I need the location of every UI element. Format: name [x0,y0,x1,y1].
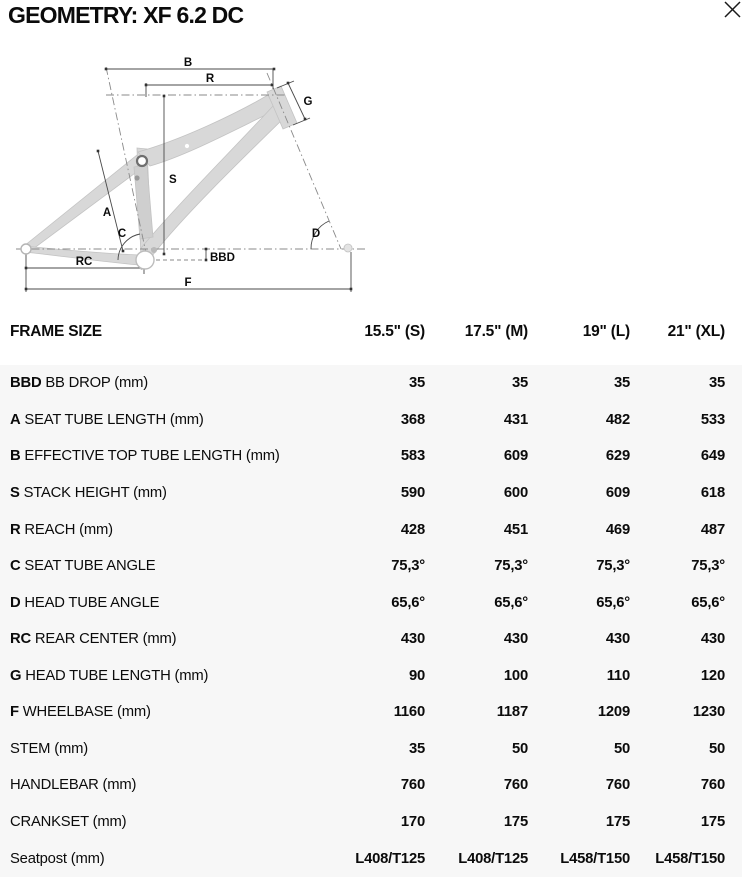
row-value: 65,6° [494,594,528,611]
frame-silhouette [24,86,297,265]
row-value: 618 [700,484,725,501]
row-value: 50 [613,740,630,757]
row-value: 75,3° [391,558,425,575]
close-button[interactable] [721,0,742,20]
frame-size-header: FRAME SIZE [10,323,102,340]
row-value: 35 [511,375,528,392]
row-label: S STACK HEIGHT (mm) [10,484,167,501]
row-label: STEM (mm) [10,740,88,757]
row-value: L408/T125 [355,850,425,867]
row-label-prefix: F [10,704,19,721]
row-label-prefix: B [10,448,21,465]
toptube-notch [185,144,189,148]
row-value: L408/T125 [458,850,528,867]
row-label: A SEAT TUBE LENGTH (mm) [10,411,204,428]
table-row [0,511,742,548]
row-value: 65,6° [391,594,425,611]
row-value: 609 [503,448,528,465]
column-header-s: 15.5" (S) [364,323,425,340]
table-row [0,402,742,439]
row-label: B EFFECTIVE TOP TUBE LENGTH (mm) [10,448,280,465]
row-value: 451 [503,521,528,538]
row-label-prefix: G [10,667,22,684]
table-row [0,767,742,804]
row-label-prefix: C [10,558,21,575]
label-C: C [117,228,127,240]
row-value: 65,6° [596,594,630,611]
row-value: 35 [408,740,425,757]
row-value: 487 [700,521,725,538]
table-row [0,475,742,512]
row-value: 75,3° [691,558,725,575]
table-row [0,658,742,695]
row-value: 430 [700,631,725,648]
label-B: B [183,57,193,69]
label-G: G [303,96,313,108]
row-value: 760 [605,777,630,794]
row-value: 1160 [393,704,425,721]
row-label-prefix: BBD [10,375,42,392]
row-value: 430 [605,631,630,648]
table-row [0,840,742,877]
row-label-prefix: R [10,521,21,538]
row-value: 430 [400,631,425,648]
row-value: 175 [700,814,725,831]
table-row [0,804,742,841]
page-title: GEOMETRY: XF 6.2 DC [8,2,244,28]
table-row [0,438,742,475]
row-value: 600 [503,484,528,501]
row-value: 35 [708,375,725,392]
label-BBD: BBD [210,252,235,264]
row-label: RC REAR CENTER (mm) [10,631,177,648]
table-row [0,548,742,585]
row-value: 469 [605,521,630,538]
pivot-dot-mid [134,175,139,180]
dim-G-ext-top [277,81,294,88]
row-value: 75,3° [596,558,630,575]
row-value: 368 [400,411,425,428]
label-R: R [205,73,215,85]
row-value: 75,3° [494,558,528,575]
row-label: D HEAD TUBE ANGLE [10,594,160,611]
row-value: 760 [503,777,528,794]
label-S: S [169,174,177,186]
row-value: 430 [503,631,528,648]
pivot-dot-bb [151,247,157,253]
row-value: 170 [400,814,425,831]
row-label: F WHEELBASE (mm) [10,704,151,721]
row-value: 120 [700,667,725,684]
row-value: 1230 [692,704,725,721]
row-value: 1209 [597,704,630,721]
row-value: 65,6° [691,594,725,611]
rear-axle [21,244,31,254]
row-value: 482 [605,411,630,428]
table-row [0,365,742,402]
row-value: 760 [400,777,425,794]
row-value: 428 [400,521,425,538]
row-value: 609 [605,484,630,501]
row-value: L458/T150 [655,850,725,867]
row-label-prefix: A [10,411,21,428]
front-dropout [344,244,352,252]
row-label: R REACH (mm) [10,521,113,538]
row-value: 100 [503,667,528,684]
row-label-prefix: RC [10,631,31,648]
row-value: 590 [400,484,425,501]
row-value: 90 [408,667,425,684]
table-row [0,694,742,731]
close-icon [721,0,742,20]
label-F: F [184,277,192,289]
column-header-l: 19" (L) [582,323,630,340]
row-value: 649 [700,448,725,465]
bb-shell [136,251,154,269]
rocker-pivot [137,156,147,166]
row-value: 583 [400,448,425,465]
table-row [0,731,742,768]
row-label: CRANKSET (mm) [10,814,127,831]
table-row [0,621,742,658]
table-body [0,365,742,877]
row-label: C SEAT TUBE ANGLE [10,558,156,575]
row-label-prefix: S [10,484,20,501]
column-header-xl: 21" (XL) [667,323,725,340]
row-value: 35 [408,375,425,392]
label-A: A [102,207,112,219]
table-header [0,314,742,350]
row-value: 175 [503,814,528,831]
row-value: 431 [503,411,528,428]
row-label: Seatpost (mm) [10,850,105,867]
label-RC: RC [75,256,93,268]
row-label: G HEAD TUBE LENGTH (mm) [10,667,209,684]
column-header-m: 17.5" (M) [464,323,528,340]
label-D: D [311,228,321,240]
seatstay-notch [113,192,117,196]
row-value: 629 [605,448,630,465]
row-label: HANDLEBAR (mm) [10,777,137,794]
row-label-prefix: D [10,594,21,611]
row-value: 760 [700,777,725,794]
row-value: 50 [511,740,528,757]
row-value: 110 [606,667,630,684]
bike-geometry-diagram [4,55,374,301]
table-row [0,584,742,621]
row-value: 175 [605,814,630,831]
row-value: 533 [700,411,725,428]
row-value: L458/T150 [560,850,630,867]
row-label: BBD BB DROP (mm) [10,375,148,392]
row-value: 1187 [496,704,528,721]
row-value: 35 [613,375,630,392]
row-value: 50 [708,740,725,757]
